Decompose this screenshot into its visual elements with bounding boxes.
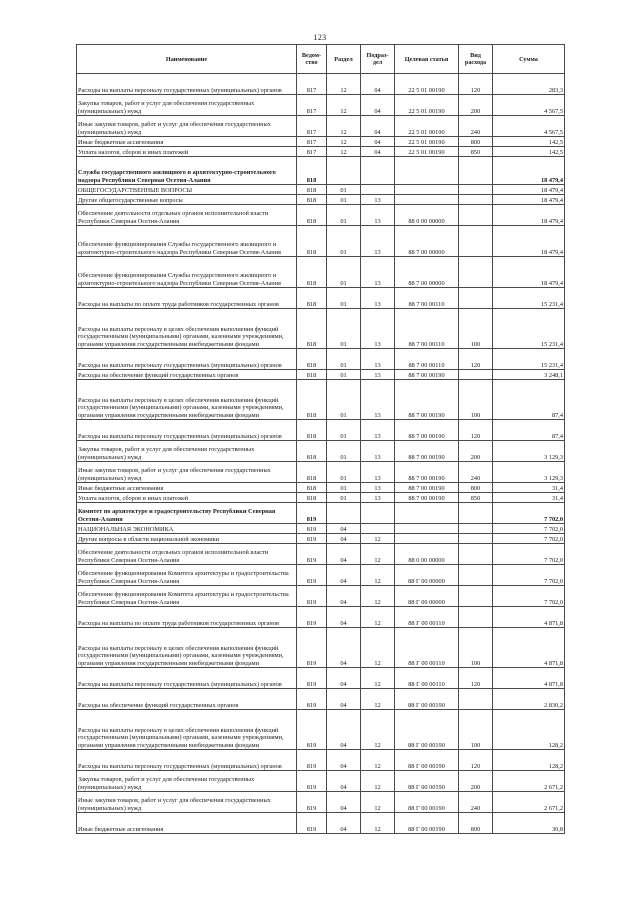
cell-expense-type: 100 <box>459 309 493 349</box>
cell-section: 04 <box>327 544 361 565</box>
table-row <box>77 493 565 503</box>
cell-department: 819 <box>297 668 327 689</box>
table-row <box>77 792 565 813</box>
header-section: Раздел <box>327 45 361 74</box>
table-row <box>77 116 565 137</box>
cell-target: 22 5 01 00190 <box>395 137 459 147</box>
cell-target <box>395 534 459 544</box>
table-row <box>77 349 565 370</box>
cell-department: 819 <box>297 813 327 834</box>
cell-name: Расходы на выплаты персоналу государственных (муниципальных) органов <box>77 74 297 95</box>
table-row <box>77 380 565 420</box>
cell-target: 22 5 01 00190 <box>395 95 459 116</box>
cell-department: 818 <box>297 288 327 309</box>
cell-subsection: 04 <box>361 116 395 137</box>
cell-subsection: 13 <box>361 349 395 370</box>
cell-name: Другие вопросы в области национальной экономики <box>77 534 297 544</box>
cell-department: 818 <box>297 462 327 483</box>
cell-name: Иные закупки товаров, работ и услуг для обеспечения государственных (муниципальных) нужд <box>77 792 297 813</box>
cell-name: Обеспечение функционирования Службы государственного жилищного и архитектурно-строительного надзора Республики Северная Осетия-Алания <box>77 226 297 257</box>
cell-name: Иные бюджетные ассигнования <box>77 813 297 834</box>
cell-department: 819 <box>297 607 327 628</box>
cell-department: 818 <box>297 257 327 288</box>
cell-name: Обеспечение функционирования Службы государственного жилищного и архитектурно-строительного надзора Республики Северная Осетия-Алания <box>77 257 297 288</box>
cell-section: 01 <box>327 462 361 483</box>
cell-name: Комитет по архитектуре и градостроительству Республики Северная Осетия-Алания <box>77 503 297 524</box>
cell-expense-type <box>459 534 493 544</box>
table-row <box>77 503 565 524</box>
cell-name: Иные бюджетные ассигнования <box>77 483 297 493</box>
cell-amount: 4 567,5 <box>493 116 565 137</box>
cell-name: Обеспечение функционирования Комитета архитектуры и градостроительства Республики Северная Осетия-Алания <box>77 565 297 586</box>
cell-target: 22 5 01 00190 <box>395 74 459 95</box>
cell-name: Расходы на выплаты персоналу государственных (муниципальных) органов <box>77 349 297 370</box>
cell-subsection: 12 <box>361 544 395 565</box>
cell-amount: 2 830,2 <box>493 689 565 710</box>
cell-subsection: 13 <box>361 483 395 493</box>
cell-department: 819 <box>297 750 327 771</box>
cell-expense-type <box>459 226 493 257</box>
cell-name: Расходы на выплаты персоналу государственных (муниципальных) органов <box>77 420 297 441</box>
cell-amount: 7 702,0 <box>493 534 565 544</box>
cell-department: 817 <box>297 137 327 147</box>
cell-section: 01 <box>327 309 361 349</box>
cell-name: Уплата налогов, сборов и иных платежей <box>77 493 297 503</box>
cell-name: Закупка товаров, работ и услуг для обеспечения государственных (муниципальных) нужд <box>77 441 297 462</box>
cell-name: Обеспечение деятельности отдельных органов исполнительной власти Республики Северная Осетия-Алания <box>77 205 297 226</box>
cell-target: 88 7 00 00190 <box>395 420 459 441</box>
cell-amount: 15 231,4 <box>493 349 565 370</box>
header-target: Целевая статья <box>395 45 459 74</box>
cell-name: Расходы на выплаты персоналу государственных (муниципальных) органов <box>77 668 297 689</box>
cell-subsection: 12 <box>361 792 395 813</box>
cell-department: 819 <box>297 503 327 524</box>
cell-amount: 18 479,4 <box>493 226 565 257</box>
cell-target: 88 Г 00 00000 <box>395 586 459 607</box>
header-department: Ведом-ство <box>297 45 327 74</box>
cell-amount: 2 671,2 <box>493 771 565 792</box>
cell-subsection: 13 <box>361 441 395 462</box>
cell-subsection: 12 <box>361 565 395 586</box>
cell-expense-type: 120 <box>459 349 493 370</box>
cell-section: 04 <box>327 813 361 834</box>
cell-department: 819 <box>297 544 327 565</box>
cell-amount: 7 702,0 <box>493 565 565 586</box>
cell-expense-type: 100 <box>459 628 493 668</box>
cell-department: 817 <box>297 95 327 116</box>
cell-target: 88 7 00 00000 <box>395 226 459 257</box>
page-number: 123 <box>313 33 327 42</box>
cell-subsection: 12 <box>361 710 395 750</box>
cell-section: 04 <box>327 689 361 710</box>
cell-subsection: 12 <box>361 668 395 689</box>
cell-subsection: 04 <box>361 74 395 95</box>
cell-amount: 18 479,4 <box>493 205 565 226</box>
cell-expense-type: 800 <box>459 483 493 493</box>
cell-section: 12 <box>327 116 361 137</box>
cell-amount: 15 231,4 <box>493 288 565 309</box>
table-row <box>77 689 565 710</box>
cell-amount: 87,4 <box>493 420 565 441</box>
cell-target: 88 Г 00 00000 <box>395 565 459 586</box>
cell-department: 818 <box>297 420 327 441</box>
cell-expense-type: 800 <box>459 137 493 147</box>
cell-name: Расходы на обеспечение функций государственных органов <box>77 370 297 380</box>
cell-department: 819 <box>297 534 327 544</box>
cell-expense-type <box>459 205 493 226</box>
cell-amount: 18 479,4 <box>493 157 565 185</box>
cell-department: 817 <box>297 116 327 137</box>
cell-amount: 4 871,8 <box>493 607 565 628</box>
cell-section: 04 <box>327 668 361 689</box>
cell-subsection: 12 <box>361 689 395 710</box>
cell-amount: 4 567,5 <box>493 95 565 116</box>
cell-subsection: 13 <box>361 462 395 483</box>
cell-target: 88 Г 00 00110 <box>395 668 459 689</box>
cell-name: Закупка товаров, работ и услуг для обеспечения государственных (муниципальных) нужд <box>77 771 297 792</box>
cell-expense-type <box>459 544 493 565</box>
cell-expense-type: 100 <box>459 380 493 420</box>
table-row <box>77 185 565 195</box>
cell-target: 88 Г 00 00190 <box>395 813 459 834</box>
table-row <box>77 95 565 116</box>
cell-target: 88 7 00 00110 <box>395 349 459 370</box>
cell-target: 22 5 01 00190 <box>395 116 459 137</box>
cell-subsection <box>361 157 395 185</box>
cell-subsection: 13 <box>361 226 395 257</box>
cell-section: 01 <box>327 493 361 503</box>
cell-target: 88 7 00 00000 <box>395 257 459 288</box>
cell-subsection: 13 <box>361 420 395 441</box>
table-row <box>77 483 565 493</box>
table-row <box>77 524 565 534</box>
cell-name: Расходы на обеспечение функций государственных органов <box>77 689 297 710</box>
cell-target <box>395 503 459 524</box>
cell-target: 88 7 00 00190 <box>395 462 459 483</box>
table-body <box>77 74 565 834</box>
cell-expense-type <box>459 195 493 205</box>
cell-expense-type <box>459 689 493 710</box>
cell-name: НАЦИОНАЛЬНАЯ ЭКОНОМИКА <box>77 524 297 534</box>
cell-target: 88 Г 00 00190 <box>395 771 459 792</box>
cell-amount: 142,5 <box>493 137 565 147</box>
cell-department: 818 <box>297 370 327 380</box>
cell-target <box>395 195 459 205</box>
cell-name: ОБЩЕГОСУДАРСТВЕННЫЕ ВОПРОСЫ <box>77 185 297 195</box>
cell-subsection: 13 <box>361 309 395 349</box>
cell-name: Иные закупки товаров, работ и услуг для обеспечения государственных (муниципальных) нужд <box>77 462 297 483</box>
budget-table <box>76 44 565 834</box>
cell-amount: 30,8 <box>493 813 565 834</box>
cell-department: 817 <box>297 147 327 157</box>
cell-name: Служба государственного жилищного и архитектурно-строительного надзора Республики Северная Осетия-Алания <box>77 157 297 185</box>
cell-target <box>395 185 459 195</box>
table-row <box>77 137 565 147</box>
cell-amount: 283,3 <box>493 74 565 95</box>
cell-subsection: 12 <box>361 771 395 792</box>
cell-subsection: 04 <box>361 95 395 116</box>
cell-name: Расходы на выплаты персоналу в целях обеспечения выполнения функций государственными (муниципальными) органами, казенными учреждениями, органами управления государственными внебюджетными фондами <box>77 710 297 750</box>
table-row <box>77 205 565 226</box>
cell-target: 88 7 00 00190 <box>395 441 459 462</box>
cell-target: 88 7 00 00110 <box>395 309 459 349</box>
cell-expense-type <box>459 503 493 524</box>
cell-section: 04 <box>327 534 361 544</box>
cell-target: 88 Г 00 00190 <box>395 689 459 710</box>
cell-expense-type <box>459 288 493 309</box>
cell-target: 88 Г 00 00190 <box>395 710 459 750</box>
cell-name: Расходы на выплаты по оплате труда работников государственных органов <box>77 288 297 309</box>
header-subsection: Подраз-дел <box>361 45 395 74</box>
cell-expense-type: 120 <box>459 668 493 689</box>
header-amount: Сумма <box>493 45 565 74</box>
cell-subsection: 13 <box>361 493 395 503</box>
cell-section: 01 <box>327 441 361 462</box>
cell-section: 01 <box>327 483 361 493</box>
header-expense-type: Вид расхода <box>459 45 493 74</box>
cell-subsection: 12 <box>361 813 395 834</box>
table-row <box>77 157 565 185</box>
cell-section: 12 <box>327 137 361 147</box>
cell-expense-type: 120 <box>459 750 493 771</box>
cell-amount: 31,4 <box>493 493 565 503</box>
cell-department: 819 <box>297 771 327 792</box>
cell-name: Другие общегосударственные вопросы <box>77 195 297 205</box>
cell-department: 818 <box>297 157 327 185</box>
cell-name: Расходы на выплаты персоналу государственных (муниципальных) органов <box>77 750 297 771</box>
cell-expense-type: 850 <box>459 493 493 503</box>
table-header <box>77 45 565 74</box>
cell-section: 04 <box>327 750 361 771</box>
cell-section: 04 <box>327 710 361 750</box>
cell-target: 88 7 00 00190 <box>395 483 459 493</box>
cell-amount: 7 702,0 <box>493 503 565 524</box>
cell-subsection: 04 <box>361 147 395 157</box>
cell-expense-type: 240 <box>459 116 493 137</box>
cell-target: 88 Г 00 00110 <box>395 607 459 628</box>
table-row <box>77 668 565 689</box>
cell-department: 819 <box>297 628 327 668</box>
cell-expense-type <box>459 185 493 195</box>
table-row <box>77 288 565 309</box>
cell-name: Обеспечение деятельности отдельных органов исполнительной власти Республики Северная Осетия-Алания <box>77 544 297 565</box>
cell-subsection <box>361 185 395 195</box>
cell-expense-type: 100 <box>459 710 493 750</box>
cell-section: 01 <box>327 185 361 195</box>
cell-department: 819 <box>297 689 327 710</box>
cell-subsection: 12 <box>361 534 395 544</box>
cell-expense-type <box>459 257 493 288</box>
cell-section: 01 <box>327 349 361 370</box>
cell-expense-type <box>459 607 493 628</box>
cell-amount: 142,5 <box>493 147 565 157</box>
cell-subsection: 12 <box>361 628 395 668</box>
cell-department: 818 <box>297 185 327 195</box>
header-name: Наименование <box>77 45 297 74</box>
table-row <box>77 710 565 750</box>
cell-section: 04 <box>327 607 361 628</box>
cell-name: Закупка товаров, работ и услуг для обеспечения государственных (муниципальных) нужд <box>77 95 297 116</box>
cell-name: Уплата налогов, сборов и иных платежей <box>77 147 297 157</box>
cell-expense-type <box>459 370 493 380</box>
cell-section: 01 <box>327 226 361 257</box>
cell-expense-type: 800 <box>459 813 493 834</box>
table-row <box>77 544 565 565</box>
cell-department: 818 <box>297 349 327 370</box>
cell-section: 01 <box>327 380 361 420</box>
cell-subsection <box>361 524 395 534</box>
cell-section: 04 <box>327 771 361 792</box>
cell-department: 818 <box>297 441 327 462</box>
cell-expense-type: 850 <box>459 147 493 157</box>
cell-expense-type: 200 <box>459 771 493 792</box>
cell-department: 818 <box>297 380 327 420</box>
cell-subsection: 13 <box>361 205 395 226</box>
cell-target: 88 Г 00 00190 <box>395 750 459 771</box>
cell-amount: 3 129,3 <box>493 441 565 462</box>
cell-section: 12 <box>327 74 361 95</box>
table-row <box>77 420 565 441</box>
cell-amount: 7 702,0 <box>493 544 565 565</box>
table-row <box>77 441 565 462</box>
cell-name: Расходы на выплаты персоналу в целях обеспечения выполнения функций государственными (муниципальными) органами, казенными учреждениями, органами управления государственными внебюджетными фондами <box>77 628 297 668</box>
cell-amount: 2 671,2 <box>493 792 565 813</box>
cell-department: 818 <box>297 493 327 503</box>
cell-amount: 128,2 <box>493 710 565 750</box>
table-row <box>77 147 565 157</box>
cell-section: 01 <box>327 420 361 441</box>
cell-amount: 4 871,8 <box>493 628 565 668</box>
table-row <box>77 370 565 380</box>
cell-department: 818 <box>297 483 327 493</box>
cell-expense-type <box>459 524 493 534</box>
cell-section: 01 <box>327 288 361 309</box>
cell-amount: 18 479,4 <box>493 185 565 195</box>
cell-subsection: 13 <box>361 257 395 288</box>
cell-expense-type <box>459 565 493 586</box>
cell-target: 88 7 00 00190 <box>395 380 459 420</box>
cell-target: 88 Г 00 00190 <box>395 792 459 813</box>
cell-target: 88 0 00 00000 <box>395 544 459 565</box>
cell-section: 04 <box>327 792 361 813</box>
cell-department: 819 <box>297 565 327 586</box>
table-row <box>77 607 565 628</box>
table-row <box>77 534 565 544</box>
cell-subsection: 13 <box>361 288 395 309</box>
cell-subsection: 12 <box>361 607 395 628</box>
cell-name: Расходы на выплаты персоналу в целях обеспечения выполнения функций государственными (муниципальными) органами, казенными учреждениями, органами управления государственными внебюджетными фондами <box>77 309 297 349</box>
cell-department: 818 <box>297 205 327 226</box>
cell-section: 12 <box>327 95 361 116</box>
cell-name: Обеспечение функционирования Комитета архитектуры и градостроительства Республики Северная Осетия-Алания <box>77 586 297 607</box>
cell-amount: 4 871,8 <box>493 668 565 689</box>
cell-amount: 87,4 <box>493 380 565 420</box>
cell-target <box>395 524 459 534</box>
cell-target: 88 0 00 00000 <box>395 205 459 226</box>
cell-amount: 3 248,1 <box>493 370 565 380</box>
cell-amount: 3 129,3 <box>493 462 565 483</box>
cell-section <box>327 157 361 185</box>
cell-target: 88 7 00 00190 <box>395 370 459 380</box>
cell-subsection: 13 <box>361 380 395 420</box>
cell-expense-type: 200 <box>459 95 493 116</box>
cell-department: 817 <box>297 74 327 95</box>
table-row <box>77 565 565 586</box>
cell-name: Иные закупки товаров, работ и услуг для обеспечения государственных (муниципальных) нужд <box>77 116 297 137</box>
cell-section: 01 <box>327 195 361 205</box>
cell-section: 04 <box>327 524 361 534</box>
table-row <box>77 628 565 668</box>
cell-section: 04 <box>327 628 361 668</box>
cell-section: 01 <box>327 257 361 288</box>
cell-department: 818 <box>297 226 327 257</box>
table-row <box>77 309 565 349</box>
cell-name: Расходы на выплаты персоналу в целях обеспечения выполнения функций государственными (муниципальными) органами, казенными учреждениями, органами управления государственными внебюджетными фондами <box>77 380 297 420</box>
cell-expense-type: 200 <box>459 441 493 462</box>
cell-department: 819 <box>297 792 327 813</box>
cell-department: 819 <box>297 710 327 750</box>
cell-subsection: 12 <box>361 586 395 607</box>
cell-subsection: 13 <box>361 370 395 380</box>
cell-department: 819 <box>297 586 327 607</box>
table-row <box>77 586 565 607</box>
cell-department: 818 <box>297 309 327 349</box>
cell-amount: 7 702,0 <box>493 586 565 607</box>
cell-section <box>327 503 361 524</box>
cell-section: 12 <box>327 147 361 157</box>
cell-expense-type: 120 <box>459 420 493 441</box>
cell-section: 04 <box>327 565 361 586</box>
cell-name: Расходы на выплаты по оплате труда работников государственных органов <box>77 607 297 628</box>
table-row <box>77 750 565 771</box>
cell-amount: 7 702,0 <box>493 524 565 534</box>
cell-target: 88 7 00 00110 <box>395 288 459 309</box>
table-row <box>77 226 565 257</box>
cell-amount: 18 479,4 <box>493 257 565 288</box>
cell-department: 818 <box>297 195 327 205</box>
cell-amount: 31,4 <box>493 483 565 493</box>
cell-amount: 18 479,4 <box>493 195 565 205</box>
cell-section: 01 <box>327 205 361 226</box>
table-row <box>77 771 565 792</box>
cell-target: 88 Г 00 00110 <box>395 628 459 668</box>
cell-expense-type: 120 <box>459 74 493 95</box>
cell-subsection: 13 <box>361 195 395 205</box>
cell-section: 01 <box>327 370 361 380</box>
cell-target <box>395 157 459 185</box>
cell-subsection <box>361 503 395 524</box>
cell-expense-type <box>459 157 493 185</box>
cell-expense-type <box>459 586 493 607</box>
table-row <box>77 813 565 834</box>
cell-amount: 15 231,4 <box>493 309 565 349</box>
cell-subsection: 04 <box>361 137 395 147</box>
cell-name: Иные бюджетные ассигнования <box>77 137 297 147</box>
cell-department: 819 <box>297 524 327 534</box>
cell-target: 88 7 00 00190 <box>395 493 459 503</box>
table-row <box>77 257 565 288</box>
cell-amount: 128,2 <box>493 750 565 771</box>
cell-expense-type: 240 <box>459 462 493 483</box>
table-row <box>77 462 565 483</box>
cell-expense-type: 240 <box>459 792 493 813</box>
cell-subsection: 12 <box>361 750 395 771</box>
table-row <box>77 74 565 95</box>
table-row <box>77 195 565 205</box>
cell-section: 04 <box>327 586 361 607</box>
cell-target: 22 5 01 00190 <box>395 147 459 157</box>
